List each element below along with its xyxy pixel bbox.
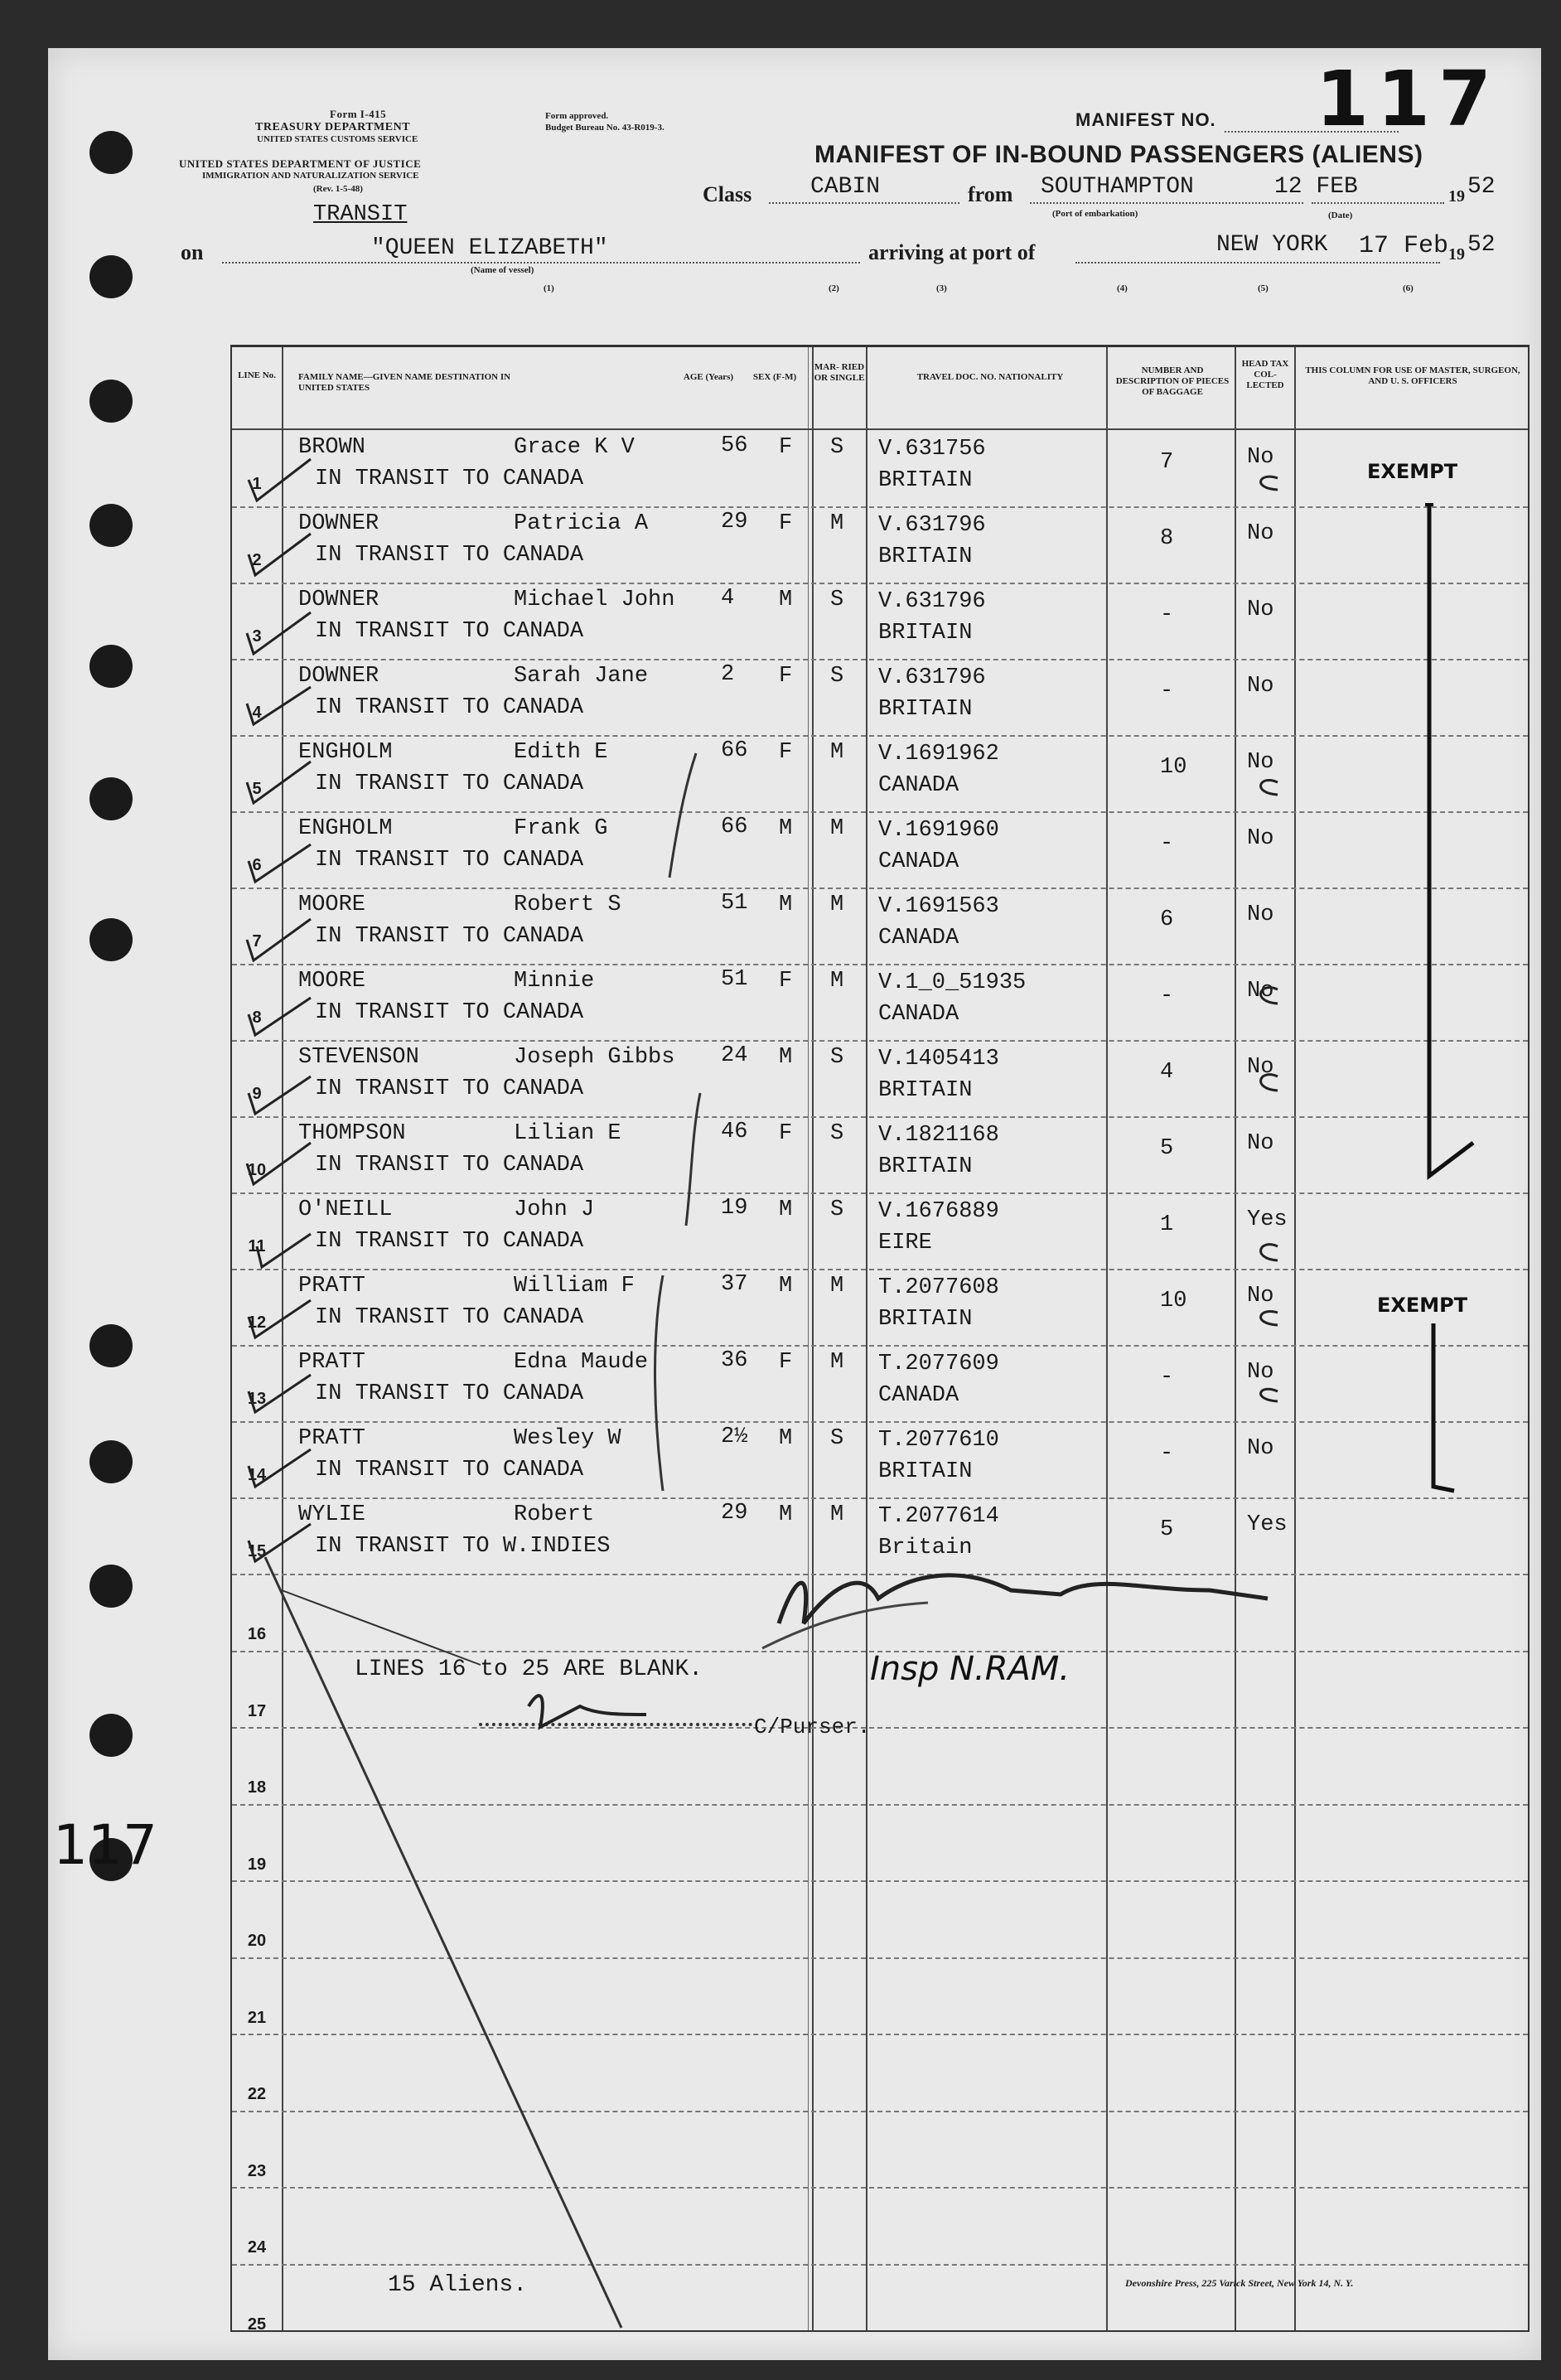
travel-doc-number: T.2077609	[878, 1352, 999, 1376]
age: 37	[721, 1272, 748, 1297]
travel-doc-number: V.631796	[878, 589, 986, 614]
travel-doc-number: V.1691960	[878, 818, 999, 843]
baggage-count: 7	[1160, 450, 1174, 475]
baggage-count: 6	[1160, 907, 1174, 932]
travel-doc-number: V.1405413	[878, 1047, 999, 1071]
head-tax: No	[1247, 902, 1274, 927]
head-tax: No	[1247, 979, 1274, 1004]
sex: F	[779, 740, 793, 765]
blank-line-number: 24	[247, 2238, 267, 2257]
marital-status: M	[830, 1274, 844, 1299]
sex: F	[779, 1350, 793, 1375]
blank-line-number: 22	[247, 2085, 267, 2103]
head-tax: Yes	[1247, 1207, 1288, 1232]
line-number: 12	[247, 1313, 267, 1332]
line-number: 15	[247, 1542, 267, 1560]
line-number: 7	[252, 932, 262, 951]
travel-doc-number: V.1_0_51935	[878, 970, 1027, 995]
head-tax: No	[1247, 1131, 1274, 1156]
destination: IN TRANSIT TO W.INDIES	[315, 1534, 611, 1559]
passenger-table	[230, 345, 1530, 2332]
blank-line-number: 20	[247, 1932, 267, 1950]
travel-doc-number: T.2077608	[878, 1275, 999, 1300]
head-tax: No	[1247, 1360, 1274, 1385]
given-name: Robert S	[514, 892, 621, 917]
head-tax: No	[1247, 1055, 1274, 1080]
nationality: CANADA	[878, 1002, 959, 1027]
sex: F	[779, 511, 793, 536]
year-value: 52	[1467, 174, 1496, 200]
family-name: DOWNER	[298, 588, 379, 612]
customs-service: UNITED STATES CUSTOMS SERVICE	[257, 134, 418, 144]
destination: IN TRANSIT TO CANADA	[315, 1305, 584, 1330]
col-number-5: (5)	[1258, 283, 1269, 293]
age: 29	[721, 1501, 748, 1526]
family-name: ENGHOLM	[298, 740, 393, 765]
binder-hole	[89, 255, 133, 298]
form-approval: Form approved.	[545, 111, 609, 121]
sex: M	[779, 1197, 793, 1222]
given-name: Edith E	[514, 740, 608, 765]
sex: M	[779, 1274, 793, 1299]
blank-line-number: 18	[247, 1778, 267, 1797]
arrival-port: NEW YORK	[1216, 232, 1328, 258]
age: 46	[721, 1120, 748, 1144]
blank-line-number: 17	[247, 1701, 267, 1720]
line-number: 14	[247, 1466, 267, 1484]
given-name: Minnie	[514, 969, 595, 994]
head-tax: No	[1247, 674, 1274, 699]
age: 29	[721, 510, 748, 535]
exempt-note: EXEMPT	[1377, 1294, 1468, 1317]
nationality: BRITAIN	[878, 1459, 973, 1484]
head-tax: No	[1247, 521, 1274, 546]
blank-lines-note: LINES 16 to 25 ARE BLANK.	[355, 1657, 703, 1682]
nationality: BRITAIN	[878, 621, 973, 646]
nationality: BRITAIN	[878, 697, 973, 722]
given-name: Joseph Gibbs	[514, 1045, 675, 1070]
manifest-no-label: MANIFEST NO.	[1075, 109, 1216, 130]
head-tax: No	[1247, 597, 1274, 622]
family-name: BROWN	[298, 435, 366, 460]
head-tax: No	[1247, 1436, 1274, 1461]
age: 51	[721, 891, 748, 916]
ins-service: IMMIGRATION AND NATURALIZATION SERVICE	[202, 171, 419, 181]
marital-status: S	[830, 1121, 844, 1146]
date-value: 12 FEB	[1274, 174, 1358, 200]
baggage-count: -	[1160, 679, 1174, 704]
sex: M	[779, 892, 793, 917]
manifest-no-value: 117	[1316, 55, 1501, 143]
destination: IN TRANSIT TO CANADA	[315, 1076, 584, 1101]
age: 19	[721, 1196, 748, 1221]
travel-doc-number: T.2077614	[878, 1504, 999, 1529]
given-name: Lilian E	[514, 1121, 621, 1146]
blank-line-number: 25	[247, 2315, 267, 2334]
line-number: 11	[248, 1237, 266, 1255]
transit-label: TRANSIT	[313, 202, 408, 227]
nationality: CANADA	[878, 1383, 959, 1408]
binder-hole	[89, 1440, 133, 1483]
destination: IN TRANSIT TO CANADA	[315, 543, 584, 568]
handwriting-overlay	[232, 347, 1528, 2330]
age: 4	[721, 586, 735, 611]
arrival-year: 52	[1467, 232, 1496, 258]
marital-status: M	[830, 816, 844, 841]
given-name: William F	[514, 1274, 635, 1299]
binder-hole	[89, 918, 133, 961]
marital-status: S	[830, 664, 844, 689]
travel-doc-number: V.1691563	[878, 894, 999, 919]
nationality: EIRE	[878, 1231, 932, 1255]
head-tax: No	[1247, 445, 1274, 470]
year-prefix: 19	[1448, 187, 1465, 206]
header-baggage: NUMBER AND DESCRIPTION OF PIECES OF BAGGAGE	[1115, 365, 1230, 397]
marital-status: S	[830, 1045, 844, 1070]
nationality: BRITAIN	[878, 544, 973, 569]
baggage-count: 1	[1160, 1212, 1174, 1237]
sex: F	[779, 1121, 793, 1146]
sex: F	[779, 435, 793, 460]
arrival-date: 17 Feb	[1359, 232, 1449, 260]
inspector-initials: Insp N.RAM.	[870, 1650, 1070, 1688]
baggage-count: -	[1160, 831, 1174, 856]
marital-status: M	[830, 511, 844, 536]
baggage-count: -	[1160, 602, 1174, 627]
travel-doc-number: V.1676889	[878, 1199, 999, 1224]
family-name: MOORE	[298, 969, 366, 994]
destination: IN TRANSIT TO CANADA	[315, 467, 584, 491]
age: 2	[721, 662, 735, 687]
line-number: 1	[252, 475, 262, 493]
destination: IN TRANSIT TO CANADA	[315, 1229, 584, 1254]
destination: IN TRANSIT TO CANADA	[315, 1458, 584, 1483]
family-name: PRATT	[298, 1350, 366, 1375]
baggage-count: -	[1160, 1441, 1174, 1466]
destination: IN TRANSIT TO CANADA	[315, 848, 584, 873]
head-tax: No	[1247, 1284, 1274, 1309]
sex: F	[779, 969, 793, 994]
baggage-count: 5	[1160, 1517, 1174, 1542]
purser-title: C/Purser.	[754, 1715, 871, 1739]
header-officers: THIS COLUMN FOR USE OF MASTER, SURGEON, AND U. S. OFFICERS	[1305, 365, 1520, 386]
justice-dept: UNITED STATES DEPARTMENT OF JUSTICE	[179, 157, 422, 170]
marital-status: M	[830, 892, 844, 917]
vessel-value: "QUEEN ELIZABETH"	[371, 235, 608, 261]
age: 51	[721, 967, 748, 992]
manifest-title: MANIFEST OF IN-BOUND PASSENGERS (ALIENS)	[814, 141, 1423, 168]
destination: IN TRANSIT TO CANADA	[315, 1153, 584, 1178]
head-tax: Yes	[1247, 1512, 1288, 1537]
nationality: Britain	[878, 1536, 973, 1560]
age: 2½	[721, 1425, 748, 1449]
given-name: Michael John	[514, 588, 675, 612]
vessel-caption: (Name of vessel)	[471, 265, 534, 275]
binder-hole	[89, 1714, 133, 1757]
marital-status: M	[830, 1502, 844, 1527]
travel-doc-number: V.631796	[878, 665, 986, 690]
sex: M	[779, 1426, 793, 1451]
destination: IN TRANSIT TO CANADA	[315, 772, 584, 796]
destination: IN TRANSIT TO CANADA	[315, 1000, 584, 1025]
line-number: 9	[252, 1085, 262, 1103]
sex: M	[779, 1045, 793, 1070]
header-name: FAMILY NAME—GIVEN NAME DESTINATION IN UNITED STATES	[298, 372, 511, 393]
binder-hole	[89, 504, 133, 547]
arrival-line	[1075, 262, 1440, 264]
baggage-count: -	[1160, 984, 1174, 1009]
date-line	[1312, 202, 1444, 204]
margin-page-number: 117	[53, 1813, 157, 1877]
marital-status: S	[830, 1197, 844, 1222]
family-name: PRATT	[298, 1274, 366, 1299]
nationality: BRITAIN	[878, 1078, 973, 1103]
alien-count: 15 Aliens.	[388, 2272, 528, 2298]
manifest-page	[48, 48, 1541, 2360]
header-age: AGE (Years)	[683, 372, 734, 382]
from-label: from	[968, 182, 1013, 206]
family-name: STEVENSON	[298, 1045, 419, 1070]
line-number: 6	[252, 856, 262, 874]
travel-doc-number: V.1821168	[878, 1123, 999, 1148]
port-caption: (Port of embarkation)	[1052, 209, 1138, 219]
destination: IN TRANSIT TO CANADA	[315, 619, 584, 644]
marital-status: S	[830, 435, 844, 460]
nationality: BRITAIN	[878, 1307, 973, 1332]
age: 24	[721, 1043, 748, 1068]
class-label: Class	[703, 182, 752, 206]
line-number: 10	[247, 1161, 267, 1179]
marital-status: S	[830, 1426, 844, 1451]
from-line	[1030, 202, 1303, 204]
header-head-tax: HEAD TAX COL- LECTED	[1241, 359, 1289, 390]
family-name: WYLIE	[298, 1502, 366, 1527]
baggage-count: 8	[1160, 526, 1174, 551]
travel-doc-number: V.1691962	[878, 742, 999, 767]
given-name: Sarah Jane	[514, 664, 649, 689]
blank-line-number: 23	[247, 2161, 267, 2180]
family-name: DOWNER	[298, 511, 379, 536]
header-sex: SEX (F-M)	[752, 372, 797, 382]
age: 56	[721, 433, 748, 458]
line-number: 13	[247, 1390, 267, 1408]
line-number: 2	[252, 551, 262, 569]
exempt-note: EXEMPT	[1367, 460, 1458, 483]
given-name: Grace K V	[514, 435, 635, 460]
col-number-6: (6)	[1403, 283, 1414, 293]
baggage-count: 4	[1160, 1060, 1174, 1085]
baggage-count: 10	[1160, 755, 1187, 780]
head-tax: No	[1247, 826, 1274, 851]
sex: F	[779, 664, 793, 689]
family-name: THOMPSON	[298, 1121, 406, 1146]
revision: (Rev. 1-5-48)	[313, 184, 363, 194]
treasury-dept: TREASURY DEPARTMENT	[255, 121, 411, 133]
class-value: CABIN	[810, 174, 881, 200]
nationality: CANADA	[878, 773, 959, 798]
baggage-count: 5	[1160, 1136, 1174, 1161]
col-number-3: (3)	[936, 283, 947, 293]
binder-hole	[89, 1565, 133, 1608]
from-value: SOUTHAMPTON	[1041, 174, 1194, 200]
baggage-count: 10	[1160, 1289, 1187, 1313]
class-line	[769, 202, 959, 204]
header-married: MAR- RIED OR SINGLE	[814, 362, 865, 383]
sex: M	[779, 816, 793, 841]
col-number-1: (1)	[544, 283, 554, 293]
budget-bureau: Budget Bureau No. 43-R019-3.	[545, 123, 665, 133]
age: 66	[721, 738, 748, 763]
nationality: BRITAIN	[878, 468, 973, 493]
family-name: MOORE	[298, 892, 366, 917]
age: 66	[721, 815, 748, 839]
binder-hole	[89, 1324, 133, 1367]
sex: M	[779, 1502, 793, 1527]
marital-status: M	[830, 1350, 844, 1375]
arriving-label: arriving at port of	[868, 240, 1036, 264]
date-caption: (Date)	[1328, 210, 1353, 220]
travel-doc-number: V.631796	[878, 513, 986, 538]
head-tax: No	[1247, 750, 1274, 775]
given-name: Patricia A	[514, 511, 649, 536]
binder-hole	[89, 645, 133, 688]
blank-line-number: 16	[247, 1625, 267, 1643]
travel-doc-number: V.631756	[878, 437, 986, 462]
given-name: Robert	[514, 1502, 595, 1527]
family-name: O'NEILL	[298, 1197, 393, 1222]
on-label: on	[181, 240, 204, 264]
destination: IN TRANSIT TO CANADA	[315, 695, 584, 720]
travel-doc-number: T.2077610	[878, 1428, 999, 1453]
blank-line-number: 19	[247, 1855, 267, 1874]
given-name: Edna Maude	[514, 1350, 649, 1375]
binder-hole	[89, 777, 133, 820]
blank-line-number: 21	[247, 2008, 267, 2027]
line-number: 4	[252, 704, 262, 722]
marital-status: M	[830, 969, 844, 994]
col-number-2: (2)	[829, 283, 839, 293]
vessel-line	[222, 262, 860, 264]
given-name: John J	[514, 1197, 595, 1222]
line-number: 3	[252, 627, 262, 646]
sex: M	[779, 588, 793, 612]
header-travel-doc: TRAVEL DOC. NO. NATIONALITY	[916, 372, 1064, 382]
nationality: CANADA	[878, 926, 959, 951]
binder-hole	[89, 131, 133, 174]
header-line-no: LINE No.	[238, 370, 276, 380]
printer-imprint: Devonshire Press, 225 Varick Street, New York 14, N. Y.	[1125, 2277, 1354, 2289]
age: 36	[721, 1348, 748, 1373]
arrival-year-prefix: 19	[1448, 245, 1465, 264]
line-number: 5	[252, 780, 262, 798]
destination: IN TRANSIT TO CANADA	[315, 924, 584, 949]
family-name: DOWNER	[298, 664, 379, 689]
family-name: PRATT	[298, 1426, 366, 1451]
col-number-4: (4)	[1117, 283, 1128, 293]
form-number: Form I-415	[330, 108, 387, 120]
baggage-count: -	[1160, 1365, 1174, 1390]
family-name: ENGHOLM	[298, 816, 393, 841]
given-name: Wesley W	[514, 1426, 621, 1451]
given-name: Frank G	[514, 816, 608, 841]
nationality: BRITAIN	[878, 1154, 973, 1179]
binder-hole	[89, 380, 133, 423]
destination: IN TRANSIT TO CANADA	[315, 1381, 584, 1406]
line-number: 8	[252, 1009, 262, 1027]
nationality: CANADA	[878, 849, 959, 874]
marital-status: S	[830, 588, 844, 612]
marital-status: M	[830, 740, 844, 765]
